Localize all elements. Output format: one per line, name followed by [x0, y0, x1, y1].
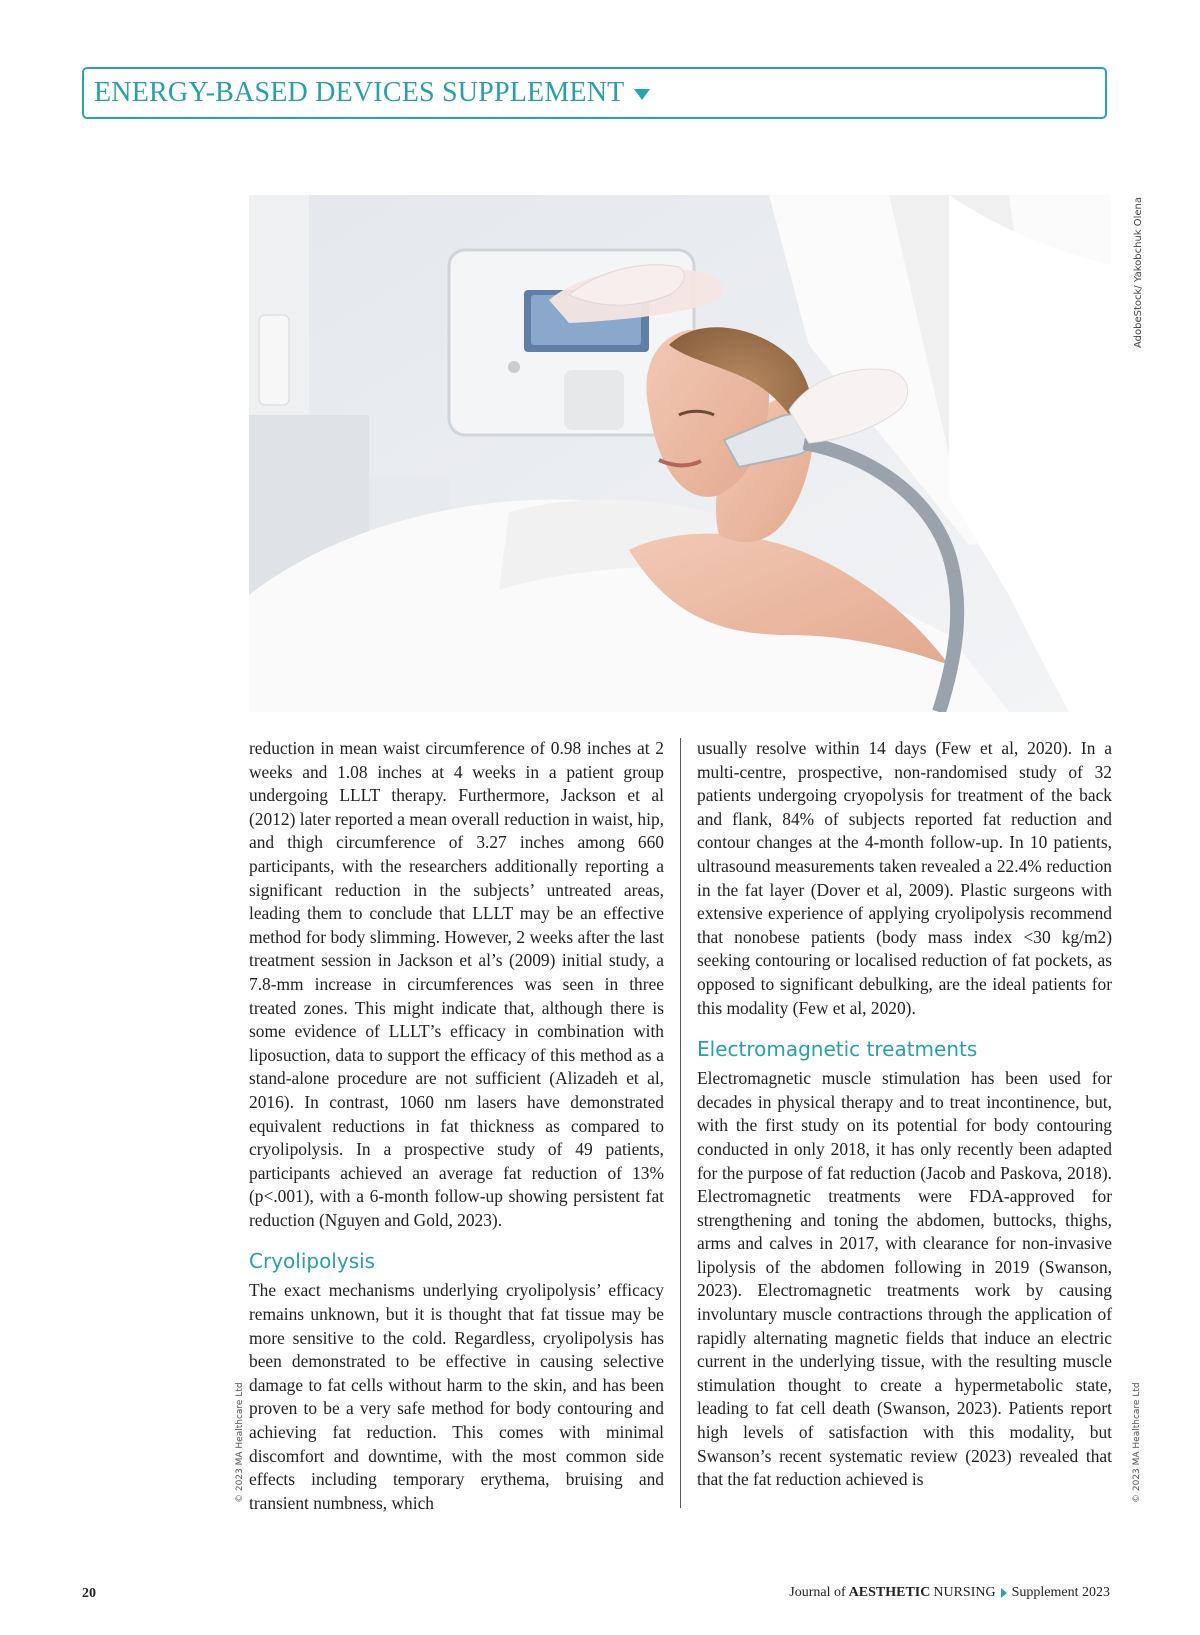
journal-name-bold: AESTHETIC: [848, 1585, 931, 1600]
body-paragraph: usually resolve within 14 days (Few et al, 2020). In a multi-centre, prospective, non-randomised study of 32 patients undergoing cryopolysis for treatment of the back and flank, 84% of subjects reported fat reduction and contour changes at the 4-month follow-up. In 10 patients, ultrasound measurements taken revealed a 22.4% reduction in the fat layer (Dover et al, 2009). Plastic surgeons with extensive experience of applying cryolipolysis recommend that nonobese patients (body mass index <30 kg/m2) seeking contouring or localised reduction of fat pockets, as opposed to significant debulking, are the ideal patients for this modality (Few et al, 2020).: [697, 738, 1112, 1018]
column-divider: [680, 738, 681, 1508]
article-column-left: [249, 737, 664, 1515]
copyright-left: [224, 1375, 245, 1505]
photo-credit-text: AdobeStock/ Yakobchuk Olena: [1133, 196, 1144, 348]
photo-credit: [1121, 196, 1144, 356]
article-column-right: [697, 737, 1112, 1492]
section-heading-electromagnetic: Electromagnetic treatments: [697, 1037, 978, 1062]
article-photo: [249, 195, 1111, 712]
copyright-right: [1121, 1375, 1142, 1505]
body-paragraph: Electromagnetic muscle stimulation has been used for decades in physical therapy and to treat incontinence, but, with the first study on its potential for body contouring conducted in only 2018, it has only recently been adapted for the purpose of fat reduction (Jacob and Paskova, 2018). Electromagnetic treatments were FDA-approved for strengthening and toning the abdomen, buttocks, thighs, arms and calves in 2017, with clearance for non-invasive lipolysis of the abdomen following in 2019 (Swanson, 2023). Electromagnetic treatments work by causing involuntary muscle contractions through the application of rapidly alternating magnetic fields that induce an electric current in the underlying tissue, with the resulting muscle stimulation thought to create a hypermetabolic state, leading to fat cell death (Swanson, 2023). Patients report high levels of satisfaction with this modality, but Swanson’s recent systematic review (2023) revealed that that the fat reduction achieved is: [697, 1068, 1112, 1490]
copyright-right-text: © 2023 MA Healthcare Ltd: [1132, 1382, 1142, 1503]
page-number: 20: [82, 1586, 96, 1601]
journal-footer: [789, 1585, 1110, 1601]
body-paragraph: The exact mechanisms underlying cryolipolysis’ efficacy remains unknown, but it is thought that fat tissue may be more sensitive to the cold. Regardless, cryolipolysis has been demonstrated to be effective in causing selective damage to fat cells without harm to the skin, and has been proven to be a very safe method for body contouring and achieving fat reduction. This comes with minimal discomfort and downtime, with the most common side effects including temporary erythema, bruising and transient numbness, which: [249, 1280, 664, 1513]
journal-prefix: Journal of: [789, 1585, 846, 1600]
section-heading-cryolipolysis: Cryolipolysis: [249, 1249, 376, 1274]
copyright-left-text: © 2023 MA Healthcare Ltd: [235, 1382, 245, 1503]
journal-name-suffix: NURSING: [933, 1585, 996, 1600]
section-banner: [82, 67, 1107, 119]
caret-down-icon: [634, 89, 650, 100]
journal-issue: Supplement 2023: [1011, 1585, 1110, 1600]
banner-title: ENERGY-BASED DEVICES SUPPLEMENT: [94, 77, 625, 108]
caret-right-icon: [1001, 1588, 1007, 1598]
body-paragraph: reduction in mean waist circumference of 0.98 inches at 2 weeks and 1.08 inches at 4 weeks in a patient group undergoing LLLT therapy. Furthermore, Jackson et al (2012) later reported a mean overall reduction in waist, hip, and thigh circumference of 3.27 inches among 660 participants, with the researchers additionally reporting a significant reduction in the subjects’ untreated areas, leading them to conclude that LLLT may be an effective method for body slimming. However, 2 weeks after the last treatment session in Jackson et al’s (2009) initial study, a 7.8-mm increase in circumferences was seen in three treated zones. This might indicate that, although there is some evidence of LLLT’s efficacy in combination with liposuction, data to support the efficacy of this method as a stand-alone procedure are not sufficient (Alizadeh et al, 2016). In contrast, 1060 nm lasers have demonstrated equivalent reductions in fat thickness as compared to cryolipolysis. In a prospective study of 49 patients, participants achieved an average fat reduction of 13% (p<.001), with a 6-month follow-up showing persistent fat reduction (Nguyen and Gold, 2023).: [249, 738, 664, 1230]
